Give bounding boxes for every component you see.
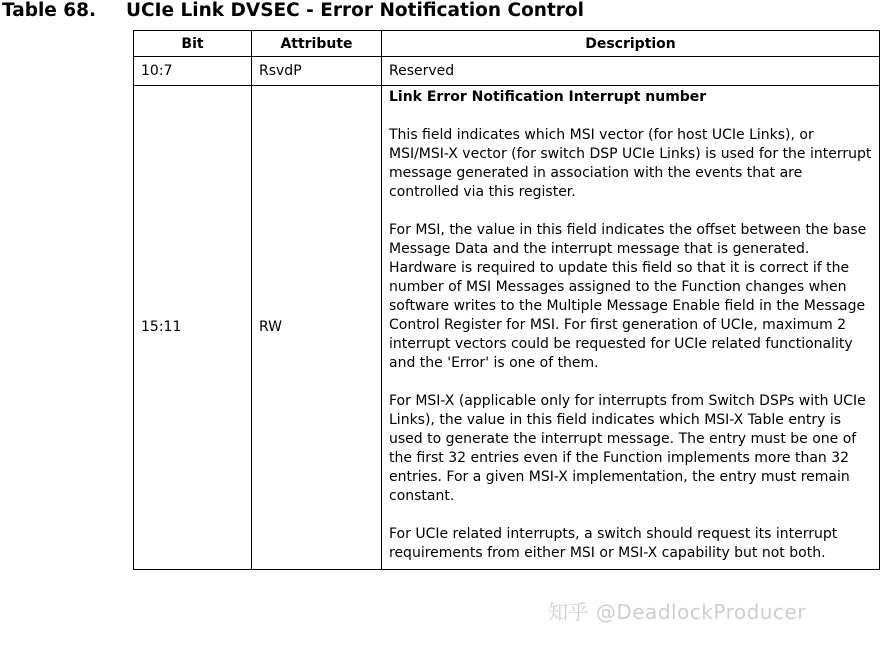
- description-paragraph: For MSI, the value in this field indicates the offset between the base Message Data and the interrupt message that is generated. Hardware is required to update this field so that it is correct if the number of MSI Messages assigned to the Function changes when software writes to the Multiple Message Enable field in the Message Control Register for MSI. For first generation of UCIe, maximum 2 interrupt vectors could be requested for UCIe related functionality and the 'Error' is one of them.: [389, 222, 867, 371]
- cell-attribute: RW: [252, 86, 382, 570]
- cell-bit: 15:11: [134, 86, 252, 570]
- cell-attribute: RsvdP: [252, 57, 382, 86]
- table-row: [134, 86, 880, 570]
- description-paragraph: This field indicates which MSI vector (for host UCIe Links), or MSI/MSI-X vector (for switch DSP UCIe Links) is used for the interrupt message generated in association with the events that are controlled via this register.: [389, 127, 872, 200]
- description-paragraph: For UCIe related interrupts, a switch should request its interrupt requirements from either MSI or MSI-X capability but not both.: [389, 526, 838, 561]
- column-header-bit: Bit: [134, 31, 252, 57]
- table-caption: [2, 0, 584, 24]
- description-paragraph: For MSI-X (applicable only for interrupts from Switch DSPs with UCIe Links), the value in this field indicates which MSI-X Table entry is used to generate the interrupt message. The entry must be one of the first 32 entries even if the Function implements more than 32 entries. For a given MSI-X implementation, the entry must remain constant.: [389, 393, 866, 504]
- column-header-description: Description: [382, 31, 880, 57]
- watermark: 知乎 @DeadlockProducer: [548, 600, 807, 624]
- table-title: UCIe Link DVSEC - Error Notification Control: [126, 0, 584, 21]
- description-title: Link Error Notification Interrupt number: [389, 89, 707, 105]
- cell-description: [382, 86, 880, 570]
- cell-bit: 10:7: [134, 57, 252, 86]
- register-table: [133, 30, 880, 570]
- table-header-row: [134, 31, 880, 57]
- column-header-attribute: Attribute: [252, 31, 382, 57]
- table-number: Table 68.: [2, 0, 97, 21]
- table-row: [134, 57, 880, 86]
- cell-description: Reserved: [382, 57, 880, 86]
